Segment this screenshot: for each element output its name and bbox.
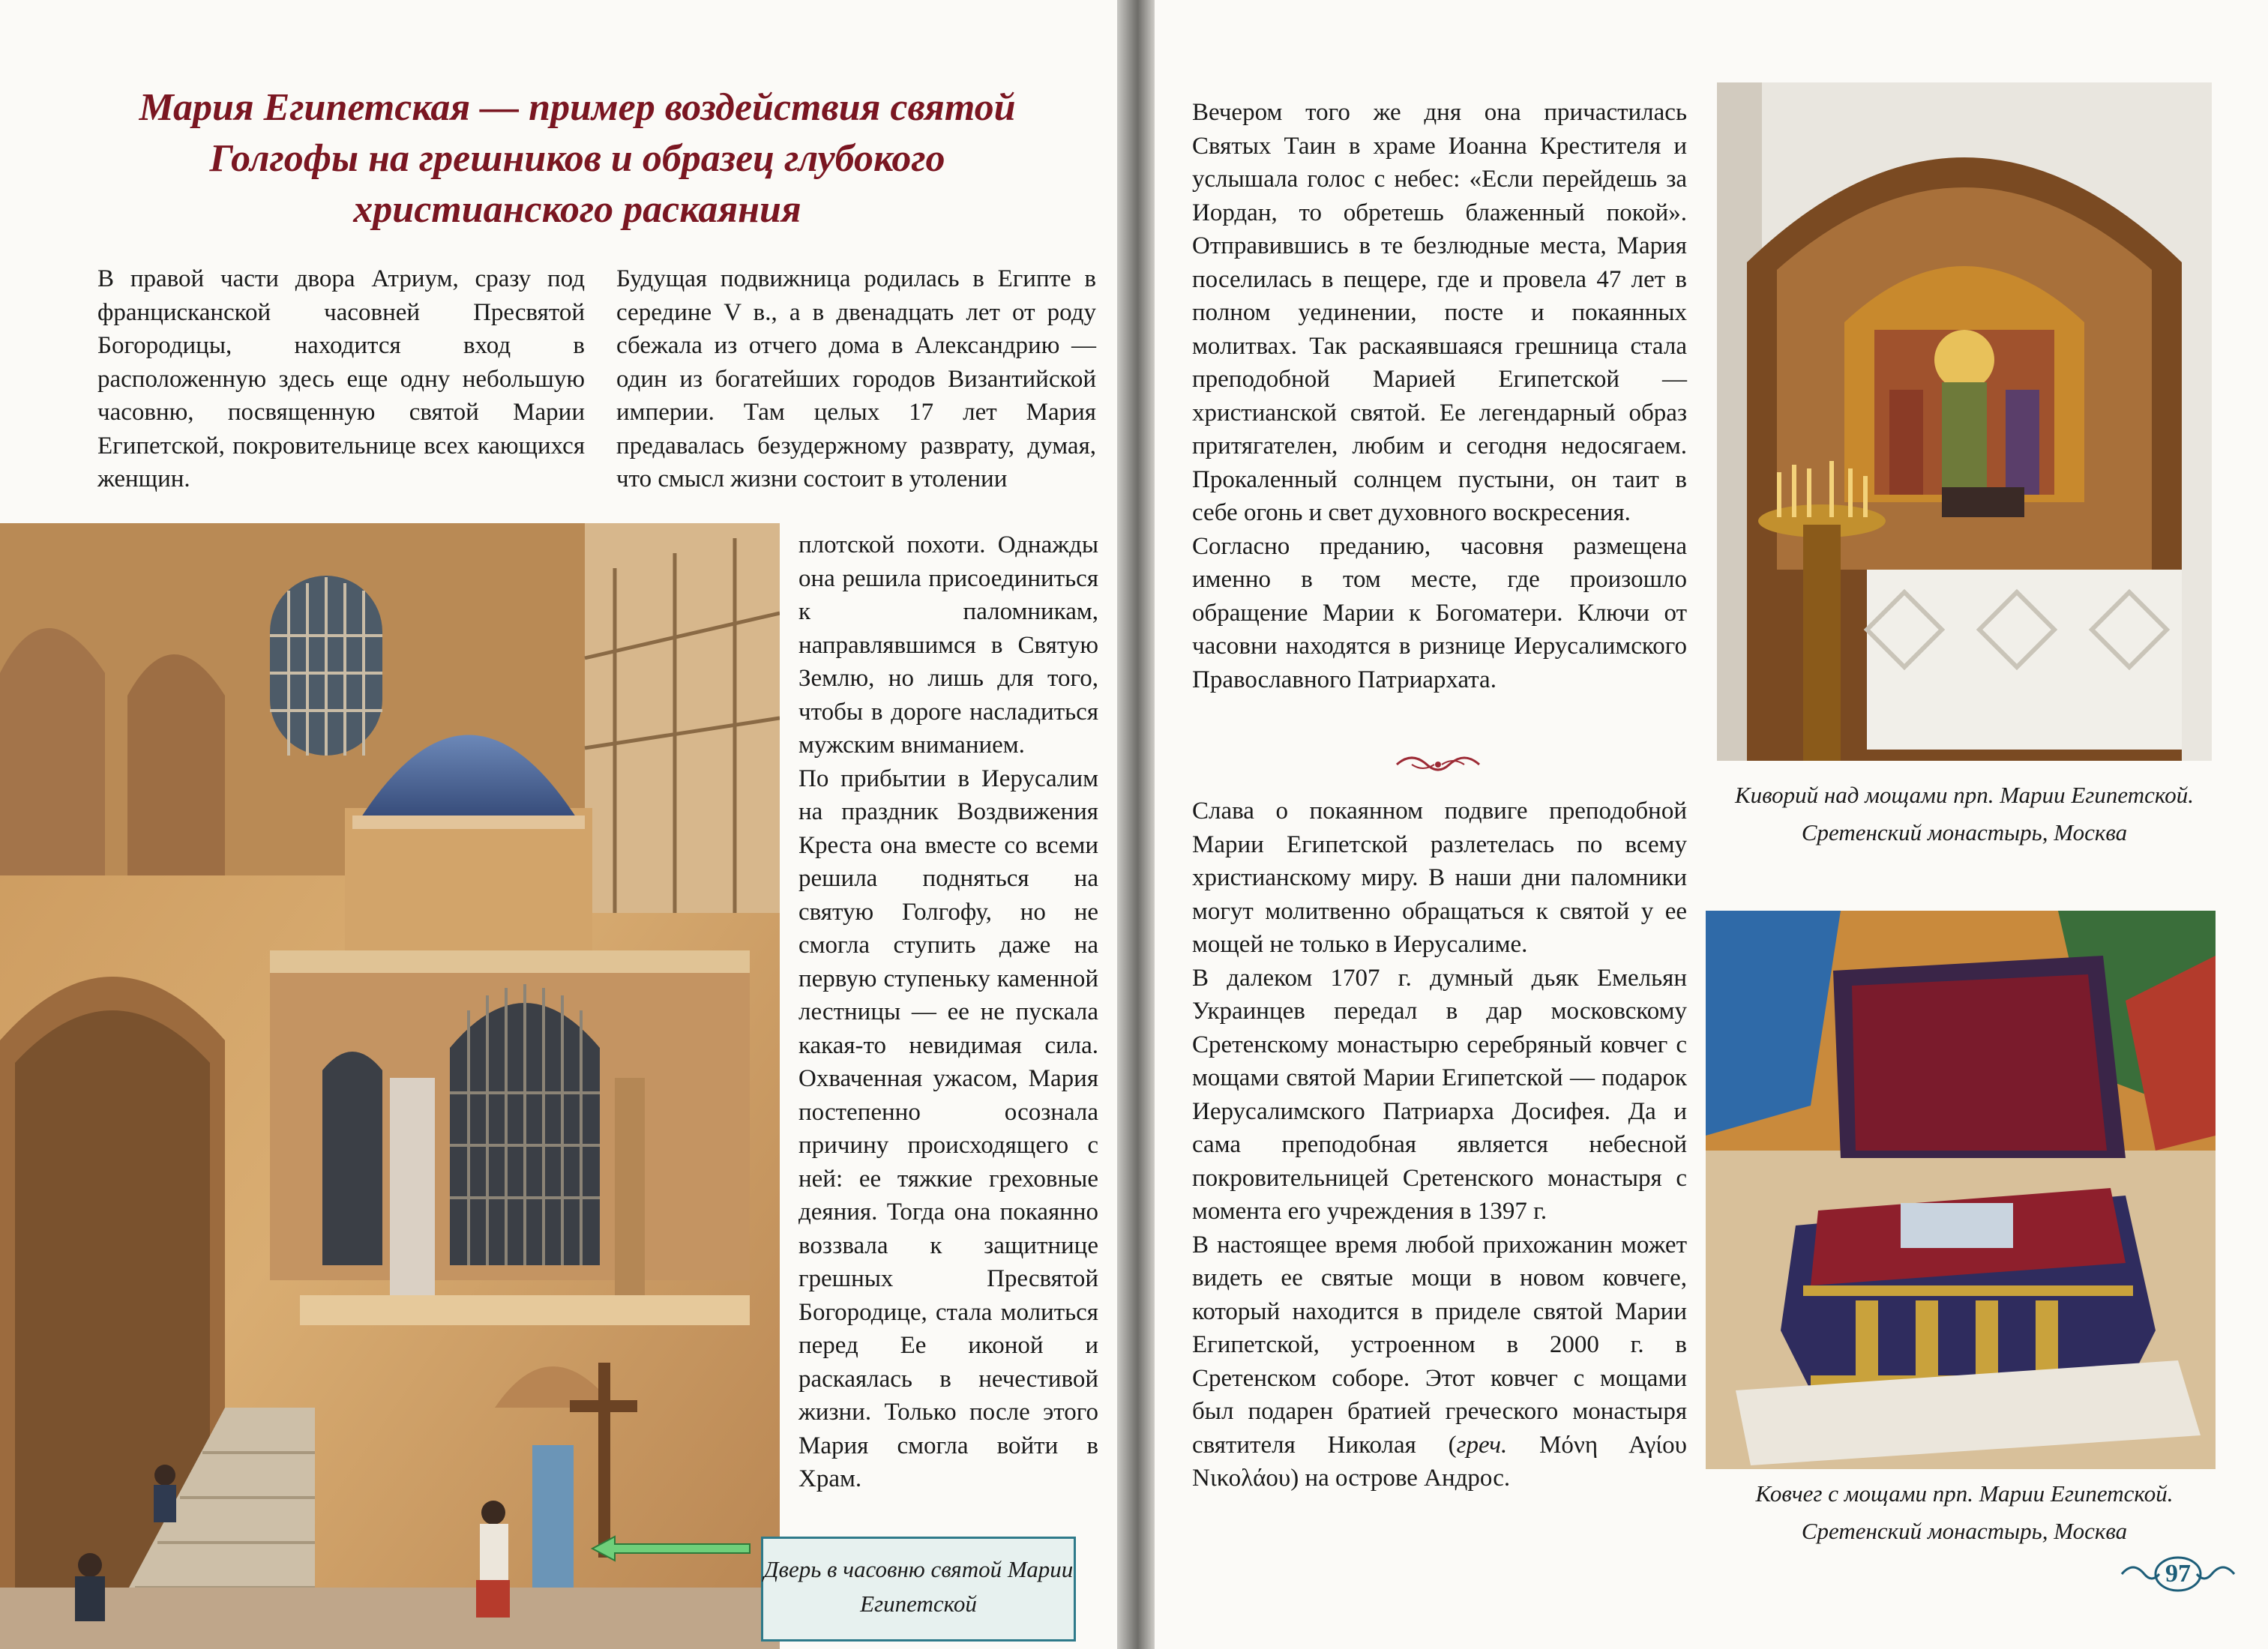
right-page	[1155, 0, 2268, 1649]
ornament-flourish-icon	[1393, 750, 1483, 780]
left-page	[0, 0, 1117, 1649]
reliquary-caption-line1: Ковчег с мощами прп. Марии Египетской.	[1755, 1480, 2174, 1507]
reliquary-caption	[1713, 1475, 2216, 1550]
greek-abbrev: греч.	[1456, 1431, 1508, 1459]
greek-monastery-name: Μόνη Αγίου Νικολάου) на острове Андрос.	[1192, 1431, 1687, 1492]
right-column-bottom-text	[1192, 795, 1687, 1495]
biography-paragraph-start: Будущая подвижница родилась в Египте в середине V в., а в двенадцать лет от роду сбежала из отчего дома в Александрию — один из богатейших городов Византийской империи. Там целых 17 лет Мария предавалась безудержному разврату, думая, что смысл жизни состоит в утолении	[616, 265, 1096, 492]
new-reliquary-text: В настоящее время любой прихожанин может видеть ее святые мощи в новом ковчеге, который находится в приделе святой Марии Египетской, устроенном в 2000 г. в Сретенском соборе. Этот ковчег с мощами был подарен братией греческого монастыря святителя Николая (	[1192, 1231, 1687, 1459]
golgotha-paragraph: По прибытии в Иерусалим на праздник Воздвижения Креста она вместе со всеми решила подняться на святую Голгофу, но не смогла ступить даже на первую ступеньку каменной лестницы — ее не пускала какая-то невидимая сила. Охваченная ужасом, Мария постепенно осознала причину происходящего с ней: ее тяжкие греховные деяния. Тогда она покаянно воззвала к защитнице грешных Пресвятой Богородице, стала молиться перед Ее иконой и раскаялась в нечестивой жизни. Только после этого Мария смогла войти в Храм.	[798, 765, 1098, 1492]
article-title: Мария Египетская — пример воздействия святой Голгофы на грешников и образец глубокого христианского раскаяния	[139, 86, 1016, 231]
left-column-text	[97, 262, 585, 496]
desert-paragraph: Вечером того же дня она причастилась Святых Таин в храме Иоанна Крестителя и услышала голос с небес: «Если перейдешь за Иордан, то обретешь блаженный покой». Отправившись в те безлюдные места, Мария поселилась в пещере, где и провела 47 лет в полном уединении, посте и покаянных молитвах. Так раскаявшаяся грешница стала преподобной Марией Египетской — христианской святой. Ее легендарный образ притягателен, любим и сегодня недосягаем. Прокаленный солнцем пустыни, он таит в себе огонь и свет духовного воскресения.	[1192, 99, 1687, 526]
pilgrim-paragraph: плотской похоти. Однажды она решила присоединиться к паломникам, направлявшимся в Святую Землю, но лишь для того, чтобы в дороге насладиться мужским вниманием.	[798, 531, 1098, 759]
door-photo-caption: Дверь в часовню святой Марии Египетской	[761, 1537, 1076, 1642]
reliquary-photo	[1706, 911, 2216, 1469]
ciborium-caption	[1713, 777, 2216, 851]
ciborium-photo	[1717, 82, 2212, 761]
fame-paragraph: Слава о покаянном подвиге преподобной Марии Египетской разлетелась по всему христианскому миру. В наши дни паломники могут молитвенно обращаться к святой у ее мощей не только в Иерусалиме.	[1192, 798, 1687, 958]
ciborium-caption-line2: Сретенский монастырь, Москва	[1801, 819, 2128, 845]
church-courtyard-photo	[0, 523, 780, 1649]
right-column-top-text	[1192, 96, 1687, 696]
reliquary-gift-paragraph: В далеком 1707 г. думный дьяк Емельян Украинцев передал в дар московскому Сретенскому монастырю серебряный ковчег с мощами святой Марии Египетской — подарок Иерусалимского Патриарха Досифея. Да и сама преподобная является небесной покровительницей Сретенского монастыря с момента его учреждения в 1397 г.	[1192, 964, 1687, 1225]
page-number: 97	[2165, 1560, 2191, 1588]
book-spine	[1117, 0, 1155, 1649]
chapel-tradition-paragraph: Согласно преданию, часовня размещена именно в том месте, где произошло обращение Марии к Богоматери. Ключи от часовни находятся в ризнице Иерусалимского Православного Патриархата.	[1192, 532, 1687, 693]
ciborium-caption-line1: Киворий над мощами прп. Марии Египетской.	[1735, 782, 2194, 808]
intro-paragraph: В правой части двора Атриум, сразу под францисканской часовней Пресвятой Богородицы, находится вход в расположенную здесь еще одну небольшую часовню, посвященную святой Марии Египетской, покровительнице всех кающихся женщин.	[97, 265, 585, 492]
middle-column-bottom-text	[798, 528, 1098, 1496]
reliquary-caption-line2: Сретенский монастырь, Москва	[1801, 1518, 2128, 1544]
middle-column-top-text	[616, 262, 1096, 496]
new-reliquary-paragraph	[1192, 1229, 1687, 1495]
